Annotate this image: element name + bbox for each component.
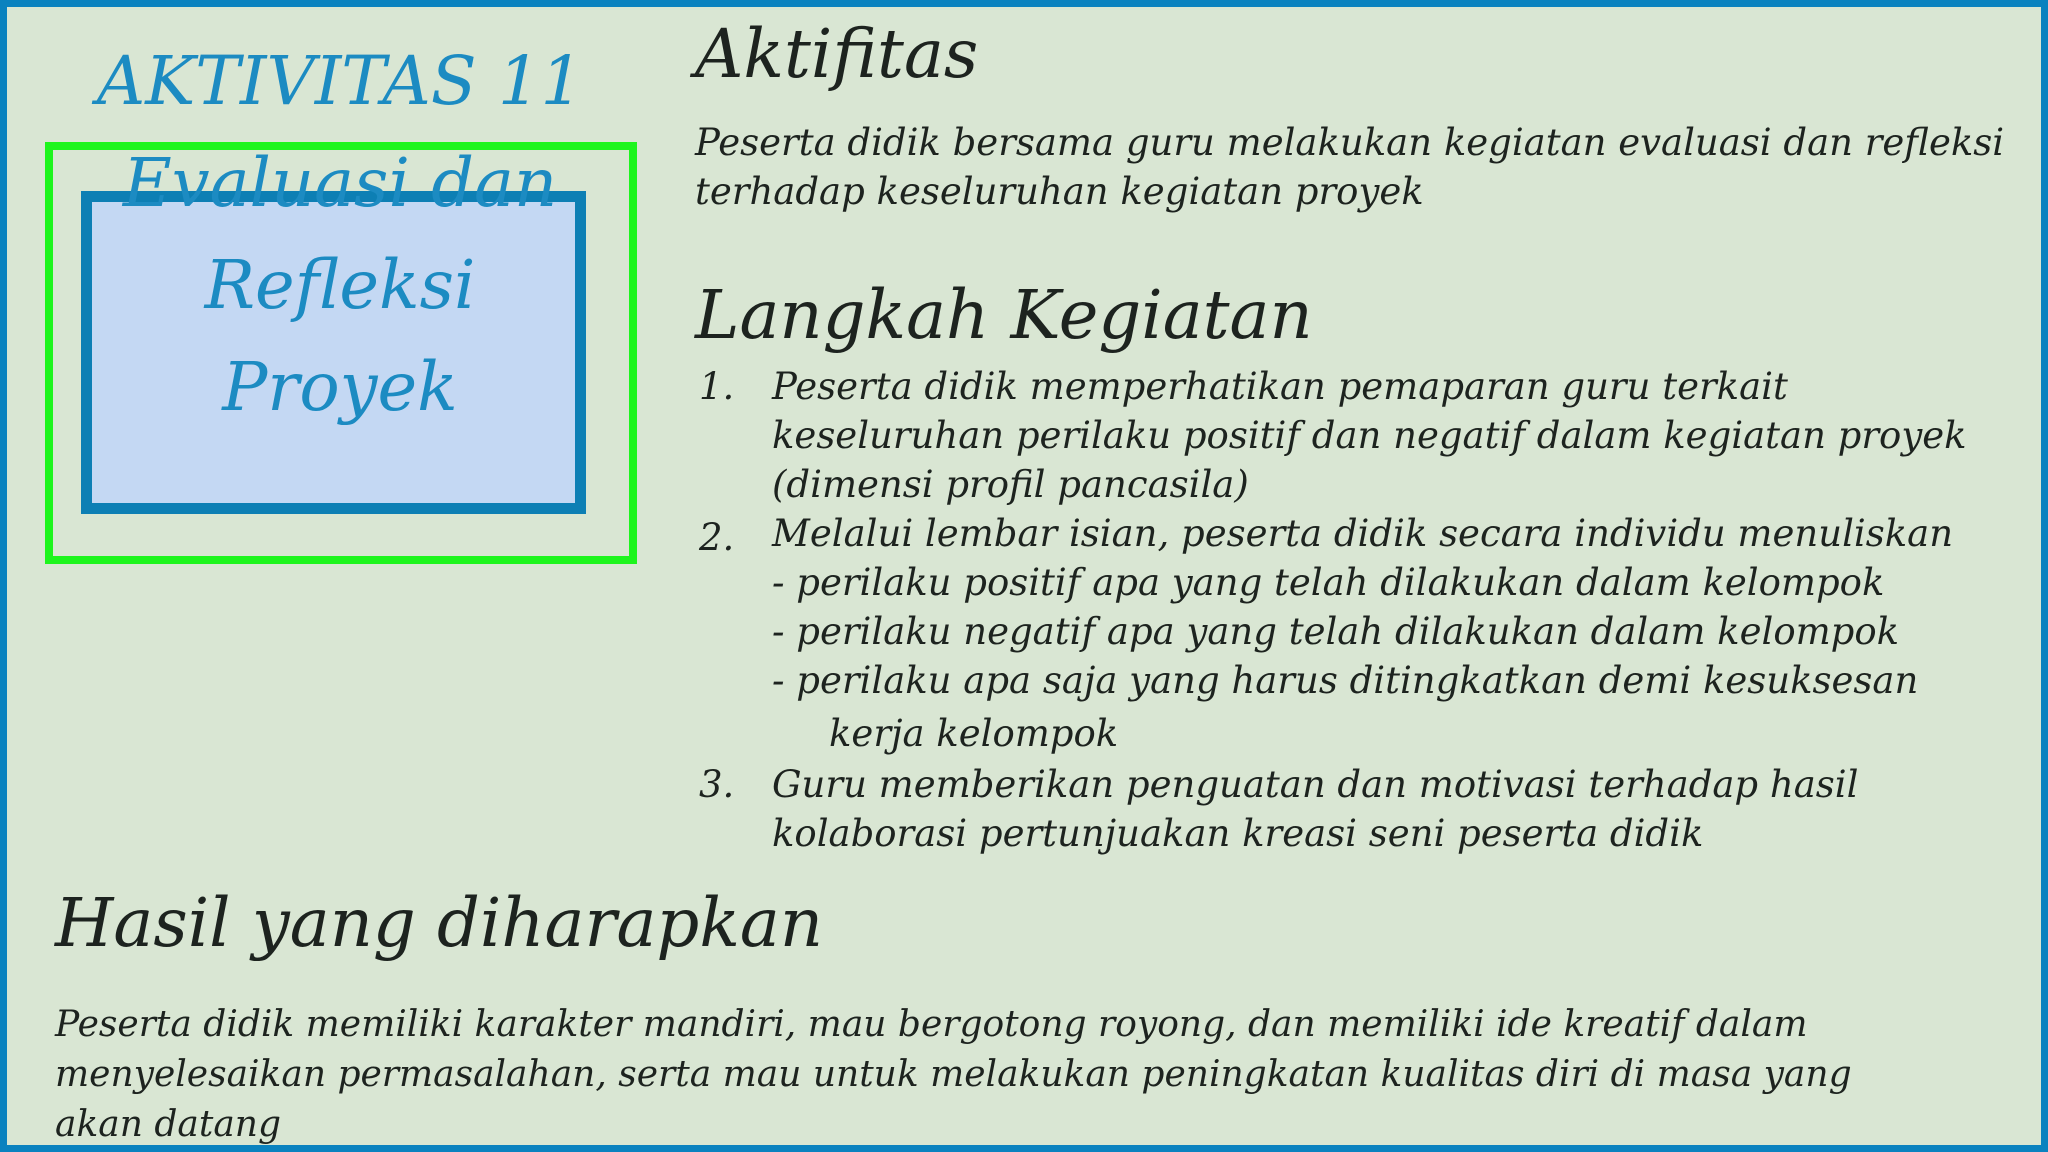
aktifitas-text [695,118,2015,216]
step-item [695,509,1995,758]
step-line: Melalui lembar isian, peserta didik secara individu menuliskan [772,512,1954,555]
hasil-text-line: Peserta didik memiliki karakter mandiri, mau bergotong royong, dan memiliki ide kreatif dalam [55,1004,1808,1045]
step-line: kolaborasi pertunjuakan kreasi seni peserta didik [772,812,1704,855]
step-item [695,362,1995,509]
step-number: 2. [699,516,735,559]
activity-title-line: Refleksi [204,246,476,324]
step-line: Guru memberikan penguatan dan motivasi terhadap hasil [772,763,1859,806]
aktifitas-text-line: terhadap keseluruhan kegiatan proyek [695,170,1424,213]
step-number: 1. [699,365,735,408]
step-number: 3. [699,763,735,806]
langkah-heading: Langkah Kegiatan [695,276,1313,354]
step-line: Peserta didik memperhatikan pemaparan guru terkait [772,365,1788,408]
aktifitas-text-line: Peserta didik bersama guru melakukan kegiatan evaluasi dan refleksi [695,121,2005,164]
hasil-text [55,1000,1955,1150]
step-line: kerja kelompok [829,712,1119,755]
activity-title-line: Evaluasi dan [122,144,558,222]
activity-title-line: Proyek [222,348,458,426]
step-line: - perilaku apa saja yang harus ditingkatkan demi kesuksesan [772,659,1919,702]
step-item [695,760,1995,858]
activity-title-line: AKTIVITAS 11 [96,42,584,120]
aktifitas-heading: Aktifitas [695,15,979,93]
step-line: - perilaku negatif apa yang telah dilakukan dalam kelompok [772,610,1900,653]
step-line: - perilaku positif apa yang telah dilakukan dalam kelompok [772,561,1885,604]
hasil-text-line: akan datang [55,1104,282,1145]
step-line: (dimensi profil pancasila) [772,463,1249,506]
hasil-text-line: menyelesaikan permasalahan, serta mau untuk melakukan peningkatan kualitas diri di masa yang [55,1054,1852,1095]
activity-title [70,30,610,438]
step-line: keseluruhan perilaku positif dan negatif dalam kegiatan proyek [772,414,1967,457]
hasil-heading: Hasil yang diharapkan [55,884,824,962]
steps-list [695,362,1995,858]
